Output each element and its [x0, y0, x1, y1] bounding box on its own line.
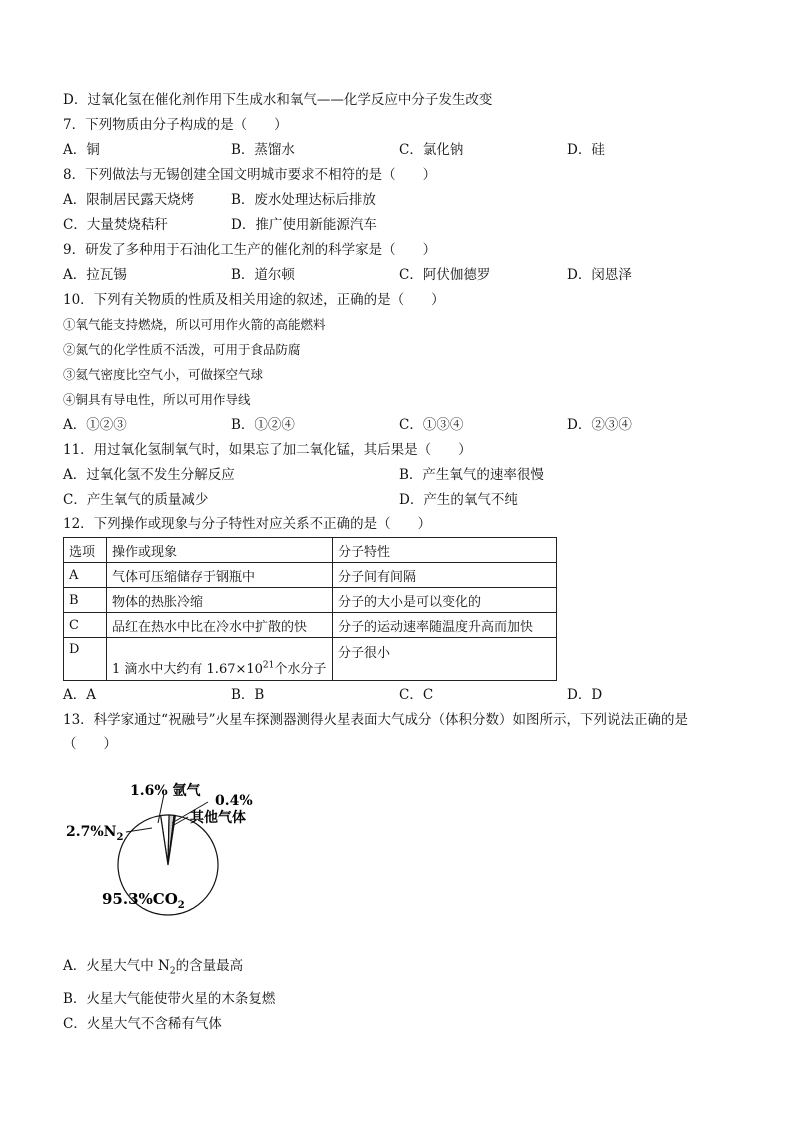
q9-stem: 9．研发了多种用于石油化工生产的催化剂的科学家是（ ）: [63, 242, 437, 258]
pie-label-co2-text: 95.3%CO: [102, 890, 178, 908]
q10-statement-2: ②氮气的化学性质不活泼，可用于食品防腐: [63, 342, 301, 357]
pie-label-co2-sub: 2: [177, 900, 185, 911]
q8-option-c: C．大量焚烧秸秆: [63, 217, 168, 233]
table-row: [64, 563, 557, 588]
q13-option-c: C．火星大气不含稀有气体: [63, 1016, 222, 1032]
q11-option-a: A．过氧化氢不发生分解反应: [63, 467, 235, 483]
q7-option-a: A．铜: [63, 142, 100, 158]
table-cell: C: [64, 613, 107, 638]
table-cell: 气体可压缩储存于钢瓶中: [107, 563, 333, 588]
q9-option-d: D．闵恩泽: [567, 267, 632, 283]
pie-label-co2: [102, 890, 185, 911]
q13-stem-end: （ ）: [63, 736, 117, 752]
q8-option-a: A．限制居民露天烧烤: [63, 192, 195, 208]
q10-statement-4: ④铜具有导电性，所以可用作导线: [63, 392, 251, 407]
table-row: [64, 588, 557, 613]
pie-label-other-name: 其他气体: [190, 810, 246, 826]
q10-option-c: C．①③④: [399, 417, 464, 433]
table-cell: D: [64, 638, 107, 681]
q11-option-d: D．产生的氧气不纯: [399, 492, 518, 508]
q13-option-b: B．火星大气能使带火星的木条复燃: [63, 991, 276, 1007]
table-row: [64, 613, 557, 638]
q12-option-a: A．A: [63, 687, 96, 703]
pie-label-n2-text: 2.7%N: [66, 824, 117, 840]
q10-option-a: A．①②③: [63, 417, 127, 433]
q13-option-a-text-end: 的含量最高: [175, 958, 244, 974]
q12-row-d-text: 1 滴水中大约有 1.67×10: [112, 662, 263, 677]
q6-option-d: D．过氧化氢在催化剂作用下生成水和氧气——化学反应中分子发生改变: [63, 92, 493, 108]
table-cell: 分子间有间隔: [333, 563, 557, 588]
table-cell: [107, 638, 333, 681]
table-cell: B: [64, 588, 107, 613]
table-row: [64, 638, 557, 681]
q10-option-d: D．②③④: [567, 417, 632, 433]
table-cell: 分子的运动速率随温度升高而加快: [333, 613, 557, 638]
q13-option-a: [63, 957, 243, 981]
table-header-cell: 分子特性: [333, 538, 557, 563]
q10-statement-1: ①氧气能支持燃烧，所以可用作火箭的高能燃料: [63, 317, 326, 332]
table-cell: 分子的大小是可以变化的: [333, 588, 557, 613]
q12-option-d: D．D: [567, 687, 603, 703]
q13-stem: 13．科学家通过“祝融号”火星车探测器测得火星表面大气成分（体积分数）如图所示，下列说法正确的是: [63, 712, 688, 728]
table-header-cell: 选项: [64, 538, 107, 563]
q8-option-d: D．推广使用新能源汽车: [231, 217, 377, 233]
pie-label-n2: [66, 824, 123, 843]
pie-label-ar: 1.6% 氩气: [130, 783, 201, 799]
q7-option-b: B．蒸馏水: [231, 142, 295, 158]
q13-option-a-text: A．火星大气中 N: [63, 958, 170, 974]
q11-option-c: C．产生氧气的质量减少: [63, 492, 209, 508]
table-header-row: [64, 538, 557, 563]
q12-option-b: B．B: [231, 687, 265, 703]
table-cell: 物体的热胀冷缩: [107, 588, 333, 613]
q8-stem: 8．下列做法与无锡创建全国文明城市要求不相符的是（ ）: [63, 167, 437, 183]
q9-option-c: C．阿伏伽德罗: [399, 267, 491, 283]
q11-option-b: B．产生氧气的速率很慢: [399, 467, 544, 483]
mars-atmosphere-pie-chart: [60, 770, 280, 930]
q7-stem: 7．下列物质由分子构成的是（ ）: [63, 117, 288, 133]
q10-stem: 10．下列有关物质的性质及相关用途的叙述，正确的是（ ）: [63, 292, 445, 308]
q13-option-a-sub: 2: [169, 966, 176, 977]
pie-label-n2-sub: 2: [116, 832, 124, 843]
q7-option-d: D．硅: [567, 142, 605, 158]
q12-stem: 12．下列操作或现象与分子特性对应关系不正确的是（ ）: [63, 516, 432, 532]
q11-stem: 11．用过氧化氢制氧气时，如果忘了加二氧化锰，其后果是（ ）: [63, 442, 472, 458]
q12-row-d-exponent: 21: [262, 660, 275, 671]
q10-statement-3: ③氦气密度比空气小，可做探空气球: [63, 367, 264, 382]
q9-option-b: B．道尔顿: [231, 267, 295, 283]
q12-table: [63, 537, 557, 681]
table-cell: 品红在热水中比在冷水中扩散的快: [107, 613, 333, 638]
table-header-cell: 操作或现象: [107, 538, 333, 563]
q9-option-a: A．拉瓦锡: [63, 267, 127, 283]
q12-option-c: C．C: [399, 687, 434, 703]
q7-option-c: C．氯化钠: [399, 142, 464, 158]
table-cell: A: [64, 563, 107, 588]
table-cell: 分子很小: [333, 638, 557, 681]
q12-row-d-text-end: 个水分子: [274, 662, 327, 677]
pie-label-other-pct: 0.4%: [215, 793, 253, 809]
q8-option-b: B．废水处理达标后排放: [231, 192, 376, 208]
q10-option-b: B．①②④: [231, 417, 295, 433]
